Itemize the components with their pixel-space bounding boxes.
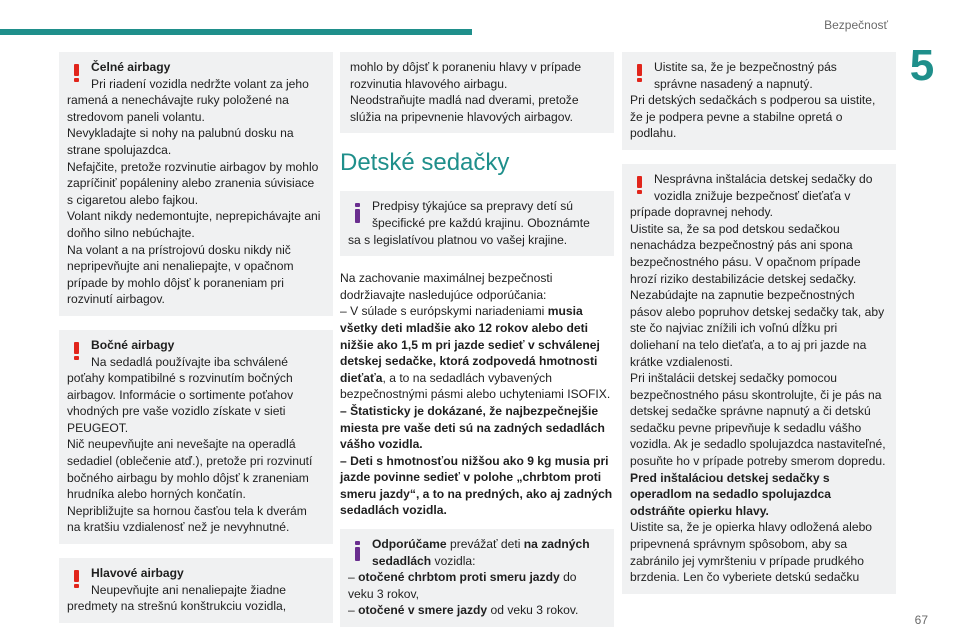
info-icon	[355, 541, 360, 561]
list-item: – Deti s hmotnosťou nižšou ako 9 kg musia pri jazde povinne sedieť v polohe „chrbtom proti smeru jazdy“, a to na predných, ako aj zadných sedadlách vozidla.	[340, 453, 613, 518]
box-text-first: Nesprávna inštalácia detskej sedačky do	[654, 171, 873, 186]
warning-box-curtain-airbags	[59, 558, 333, 623]
warning-box-front-airbags	[59, 52, 333, 316]
warning-icon	[74, 342, 79, 360]
box-text-first: Uistite sa, že je bezpečnostný pás	[654, 60, 837, 74]
box-text: Pri detských sedačkách s podperou sa uistite, že je podpera pevne a stabilne opretá o podlahu.	[630, 93, 876, 141]
section-heading: Detské sedačky	[340, 149, 510, 177]
box-text: mohlo by dôjsť k poraneniu hlavy v prípade rozvinutia hlavového airbagu. Neodstraňujte madlá nad dverami, pretože slúžia na pripevnenie hlavových airbagov.	[350, 60, 582, 124]
bold-text: otočené chrbtom proti smeru jazdy	[358, 570, 560, 585]
text: prevážať deti	[446, 537, 524, 552]
box-text: Uistite sa, že je opierka hlavy odložená alebo pripevnená správnym spôsobom, aby sa zabránilo jej vymršteniu v prípade prudkého brzdenia. Len čo vyberiete detskú sedačku	[630, 520, 873, 585]
intro-text: Na zachovanie maximálnej bezpečnosti dodržiavajte nasledujúce odporúčania:	[340, 271, 553, 302]
box-text-first: Neupevňujte ani nenaliepajte žiadne	[91, 582, 286, 597]
header-accent-bar	[0, 29, 472, 35]
box-text-second	[372, 553, 590, 570]
box-title: Čelné airbagy	[91, 60, 171, 74]
box-text-first	[372, 536, 590, 553]
box-title: Bočné airbagy	[91, 337, 175, 352]
bold-text: otočené v smere jazdy	[358, 603, 488, 618]
box-text: poťahy kompatibilné s rozvinutím bočných airbagov. Informácie o sortimente poťahov vhodných pre vaše vozidlo získate v sieti PEUGEOT. Nič neupevňujte ani nevešajte na operadlá sedadiel (oblečenie atď.), pretože pri rozvinutí bočného airbagu by mohlo dôjsť k zraneniam hrudníka alebo horných končatín. Nepribližujte sa hornou časťou tela k dverám na kratšiu vzdialenosť než je nevyhnutné.	[67, 371, 313, 535]
box-text-first: Na sedadlá používajte iba schválené	[91, 354, 288, 369]
box-text-second: správne nasadený a napnutý.	[654, 76, 813, 91]
box-text: ramená a nenechávajte ruky položené na stredovom paneli volantu. Nevykladajte si nohy na palubnú dosku na strane spolujazdca. Nefajčite, pretože rozvinutie airbagov by mohlo zapríčiniť popáleniny alebo zranenia súvisiace s cigaretou alebo fajkou. Volant nikdy nedemontujte, neprepichávajte ani doňho silno nebúchajte. Na volant a na prístrojovú dosku nikdy nič nepripevňujte ani nenaliepajte, v opačnom prípade by mohlo dôjsť k poraneniam pri rozvinutí airbagov.	[67, 93, 321, 307]
info-box-recommendation	[340, 529, 614, 627]
list-item-bold: musia všetky deti mladšie ako 12 rokov alebo deti nižšie ako 1,5 m pri jazde sedieť v schválenej detskej sedačke, ktorá zodpovedá hmotnosti dieťaťa	[340, 304, 600, 385]
text: vozidla:	[431, 553, 476, 568]
section-title: Bezpečnosť	[824, 18, 888, 32]
list-item-text: – V súlade s európskymi nariadeniami	[340, 304, 548, 319]
box-text-first: Predpisy týkajúce sa prepravy detí sú	[372, 199, 573, 214]
list-item	[348, 569, 604, 602]
info-icon	[355, 203, 360, 223]
box-text-bold: Pred inštaláciou detskej sedačky s operadlom na sedadlo spolujazdca odstráňte opierku hlavy.	[630, 470, 831, 518]
text: –	[348, 603, 359, 618]
warning-icon	[74, 64, 79, 82]
text: –	[348, 570, 359, 585]
recommendations-paragraph	[340, 270, 614, 519]
box-text: prípade dopravnej nehody. Uistite sa, že sa pod detskou sedačkou nenachádza bezpečnostný pás ani spona bezpečnostného pásu. V opačnom prípade hrozí riziko destabilizácie detskej sedačky. Nezabúdajte na zapnutie bezpečnostných pásov alebo popruhov detskej sedačky tak, aby ste čo najviac znížili ich voľnú dĺžku pri doliehaní na telo dieťaťa, a to aj pri jazde na krátke vzdialenosti. Pri inštalácii detskej sedačky pomocou bezpečnostného pásu skontrolujte, či je pás na detskej sedačke správne napnutý a či detskú sedačku pevne pripevňuje k sedadlu vášho vozidla. Ak je sedadlo spolujazdca nastaviteľné, posuňte ho v prípade potreby smerom dopredu.	[630, 205, 886, 469]
chapter-number: 5	[909, 41, 935, 90]
box-text: sa s legislatívou platnou vo vašej krajine.	[348, 232, 568, 247]
page-number: 67	[914, 613, 928, 627]
warning-icon	[637, 64, 642, 82]
warning-box-installation	[622, 164, 896, 594]
text: do veku 3 rokov,	[348, 570, 577, 601]
warning-box-seatbelt	[622, 52, 896, 150]
column-1	[59, 52, 333, 637]
box-text-second: špecifické pre každú krajinu. Oboznámte	[372, 215, 590, 230]
text: od veku 3 rokov.	[487, 603, 579, 618]
box-title: Hlavové airbagy	[91, 566, 184, 581]
warning-icon	[74, 570, 79, 588]
bold-text: sedadlách	[372, 553, 432, 568]
column-2	[340, 52, 614, 641]
warning-icon	[637, 176, 642, 194]
list-item	[348, 602, 604, 619]
box-text: predmety na strešnú konštrukciu vozidla,	[67, 599, 287, 614]
bold-text: Odporúčame	[372, 537, 447, 552]
warning-box-continued	[340, 52, 614, 133]
box-text-first: Pri riadení vozidla nedržte volant za jeho	[91, 76, 309, 91]
warning-box-side-airbags	[59, 330, 333, 544]
list-item	[340, 303, 614, 403]
list-item-text: , a to na sedadlách vybavených bezpečnostnými pásmi alebo uchyteniami ISOFIX.	[340, 370, 611, 402]
column-3	[622, 52, 896, 608]
box-text-second: vozidla znižuje bezpečnosť dieťaťa v	[654, 188, 851, 203]
list-item: – Štatisticky je dokázané, že najbezpečnejšie miesta pre vaše deti sú na zadných sedadlách vášho vozidla.	[340, 403, 605, 452]
info-box-legislation	[340, 191, 614, 256]
bold-text: na zadných	[523, 537, 590, 552]
